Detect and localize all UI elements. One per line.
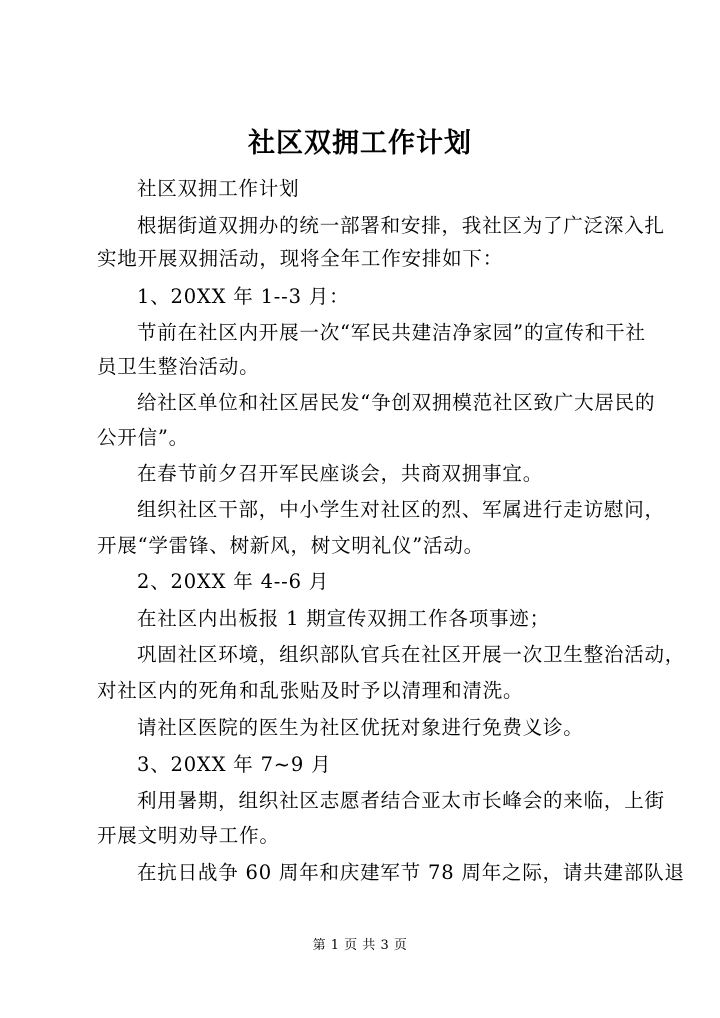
subtitle-line: 社区双拥工作计划: [137, 177, 300, 200]
paragraph-line: 在社区内出板报 1 期宣传双拥工作各项事迹；: [137, 607, 550, 630]
paragraph-line: 在春节前夕召开军民座谈会，共商双拥事宜。: [137, 462, 544, 485]
paragraph-line: 公开信”。: [97, 426, 189, 449]
paragraph-line: 对社区内的死角和乱张贴及时予以清理和清洗。: [97, 679, 524, 702]
paragraph-line: 组织社区干部，中小学生对社区的烈、军属进行走访慰问，: [137, 498, 665, 521]
page-number-footer: 第 1 页 共 3 页: [312, 938, 408, 953]
paragraph-line: 利用暑期，组织社区志愿者结合亚太市长峰会的来临，上街: [137, 789, 665, 812]
paragraph-line: 在抗日战争 60 周年和庆建军节 78 周年之际，请共建部队退: [137, 861, 685, 884]
paragraph-line: 节前在社区内开展一次“军民共建洁净家园”的宣传和干社: [137, 321, 646, 344]
document-title: 社区双拥工作计划: [248, 128, 472, 159]
paragraph-line: 请社区医院的医生为社区优抚对象进行免费义诊。: [137, 716, 584, 739]
section-heading: 2、20XX 年 4--6 月: [137, 570, 330, 593]
paragraph-line: 开展“学雷锋、树新风，树文明礼仪”活动。: [97, 534, 484, 557]
paragraph-line: 员卫生整治活动。: [97, 355, 260, 378]
paragraph-line: 巩固社区环境，组织部队官兵在社区开展一次卫生整治活动，: [137, 643, 686, 666]
paragraph-line: 开展文明劝导工作。: [97, 824, 280, 847]
section-heading: 1、20XX 年 1--3 月：: [137, 285, 350, 308]
paragraph-line: 实地开展双拥活动，现将全年工作安排如下：: [97, 247, 504, 270]
section-heading: 3、20XX 年 7~9 月: [137, 753, 332, 776]
paragraph-line: 根据街道双拥办的统一部署和安排，我社区为了广泛深入扎: [137, 214, 665, 237]
paragraph-line: 给社区单位和社区居民发“争创双拥模范社区致广大居民的: [137, 391, 656, 414]
